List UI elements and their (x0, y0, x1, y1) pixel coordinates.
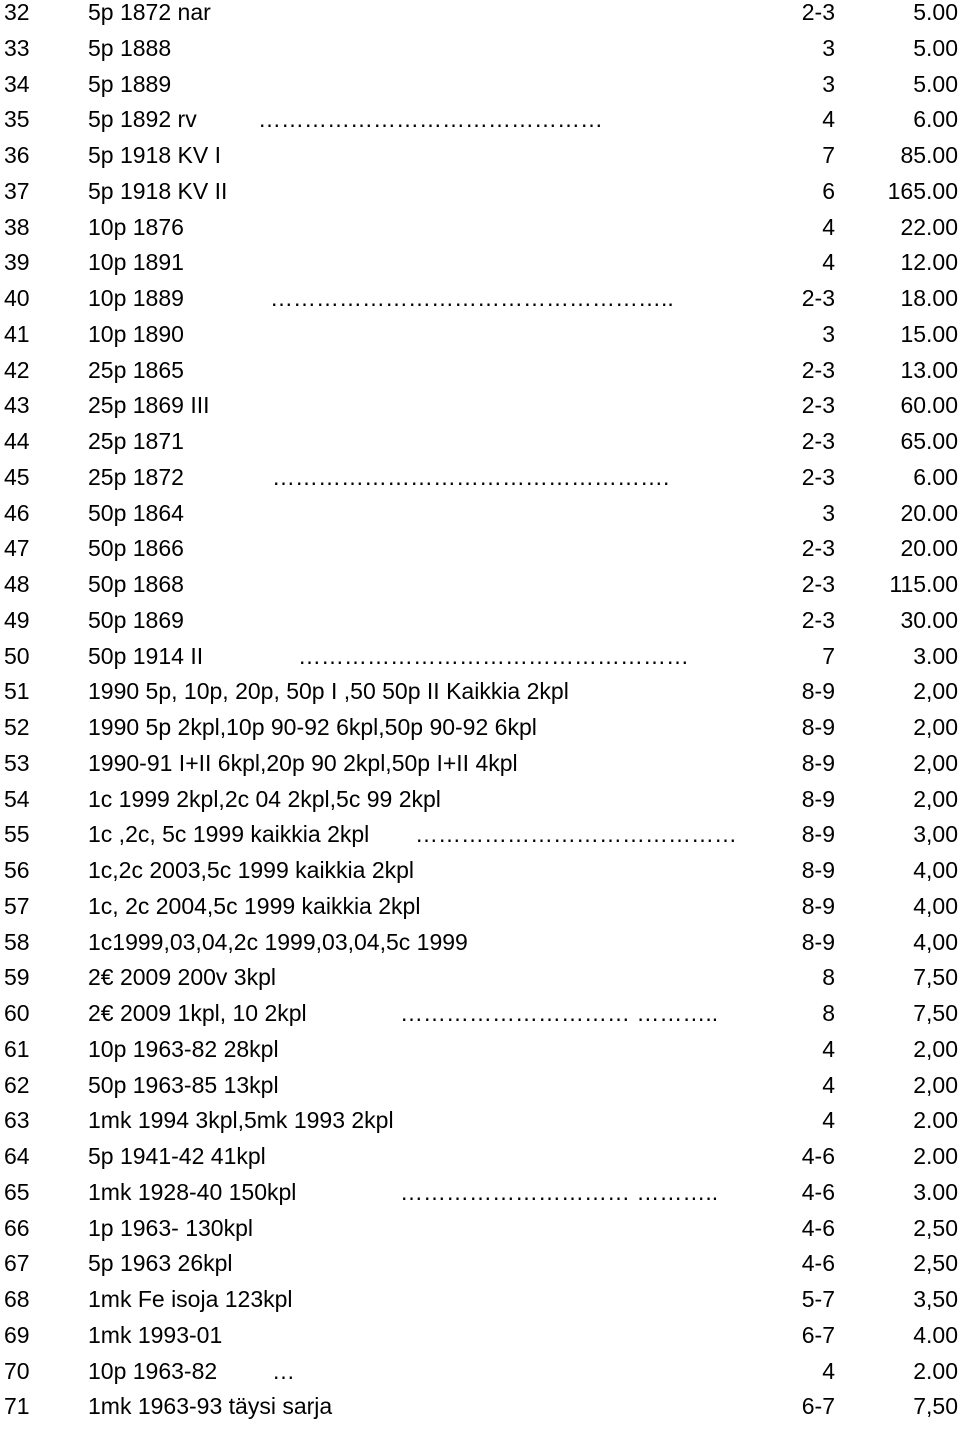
item-number: 44 (4, 428, 30, 454)
list-row (0, 965, 960, 1001)
item-price: 2,00 (913, 1035, 958, 1062)
item-description: 25p 1865 (88, 356, 184, 383)
dot-leader: ……………………………………………. (272, 463, 670, 490)
item-description: 10p 1963-82 (88, 1357, 218, 1384)
list-row (0, 715, 960, 751)
item-number: 51 (4, 678, 30, 705)
item-price: 4,00 (913, 892, 958, 919)
list-row (0, 1037, 960, 1073)
item-number: 36 (4, 142, 30, 168)
item-description: 5p 1918 KV II (88, 177, 228, 204)
item-price: 4,00 (913, 857, 958, 883)
item-description: 1mk 1928-40 150kpl (88, 1178, 297, 1205)
list-row (0, 0, 960, 36)
list-row (0, 179, 960, 215)
item-price: 4.00 (913, 1321, 958, 1348)
list-row (0, 572, 960, 608)
item-number: 50 (4, 642, 30, 669)
item-price: 3.00 (913, 642, 958, 669)
item-number: 32 (4, 0, 30, 25)
item-grade: 3 (822, 499, 835, 526)
list-row (0, 1001, 960, 1037)
item-price: 165.00 (887, 177, 958, 204)
list-row (0, 644, 960, 680)
item-price: 5.00 (913, 34, 958, 61)
list-row (0, 1287, 960, 1323)
item-price: 7,50 (913, 1393, 958, 1420)
item-description: 10p 1889 (88, 285, 184, 311)
item-description: 5p 1918 KV I (88, 142, 221, 168)
item-price: 65.00 (900, 428, 958, 454)
item-number: 35 (4, 106, 30, 133)
item-description: 5p 1941-42 41kpl (88, 1143, 266, 1169)
item-description: 10p 1890 (88, 320, 184, 347)
item-number: 38 (4, 213, 30, 240)
list-row (0, 1394, 960, 1430)
item-price: 4,00 (913, 928, 958, 955)
item-number: 34 (4, 70, 30, 97)
item-price: 2.00 (913, 1107, 958, 1134)
item-price: 6.00 (913, 106, 958, 133)
item-price: 85.00 (900, 142, 958, 168)
item-description: 1990-91 I+II 6kpl,20p 90 2kpl,50p I+II 4kpl (88, 749, 518, 776)
item-grade: 4 (822, 1035, 835, 1062)
list-row (0, 393, 960, 429)
dot-leader: …………………………………………….. (270, 285, 674, 311)
item-number: 71 (4, 1393, 30, 1420)
item-grade: 4-6 (801, 1178, 835, 1205)
list-row (0, 501, 960, 537)
item-price: 60.00 (900, 392, 958, 419)
item-price: 3,00 (913, 821, 958, 848)
list-row (0, 1108, 960, 1144)
item-price: 6.00 (913, 463, 958, 490)
item-price: 2,50 (913, 1214, 958, 1241)
item-description: 25p 1871 (88, 428, 184, 454)
item-number: 59 (4, 964, 30, 991)
item-description: 50p 1866 (88, 535, 184, 562)
item-number: 69 (4, 1321, 30, 1348)
item-number: 60 (4, 1000, 30, 1026)
item-price: 2,00 (913, 1071, 958, 1098)
item-grade: 2-3 (801, 463, 835, 490)
item-number: 65 (4, 1178, 30, 1205)
item-grade: 2-3 (801, 535, 835, 562)
item-number: 45 (4, 463, 30, 490)
item-grade: 4-6 (801, 1143, 835, 1169)
item-grade: 4 (822, 1357, 835, 1384)
item-description: 50p 1864 (88, 499, 184, 526)
item-description: 50p 1868 (88, 571, 184, 597)
item-number: 66 (4, 1214, 30, 1241)
item-grade: 8-9 (801, 714, 835, 740)
item-price: 12.00 (900, 249, 958, 276)
list-row (0, 143, 960, 179)
item-grade: 3 (822, 70, 835, 97)
item-description: 1990 5p 2kpl,10p 90-92 6kpl,50p 90-92 6kpl (88, 714, 537, 740)
item-price: 2,00 (913, 714, 958, 740)
item-description: 25p 1869 III (88, 392, 210, 419)
list-row (0, 1180, 960, 1216)
item-description: 1mk 1993-01 (88, 1321, 223, 1348)
item-number: 39 (4, 249, 30, 276)
list-row (0, 107, 960, 143)
item-price: 22.00 (900, 213, 958, 240)
item-price: 2,00 (913, 678, 958, 705)
list-row (0, 215, 960, 251)
item-grade: 4 (822, 106, 835, 133)
list-row (0, 751, 960, 787)
item-price: 5.00 (913, 70, 958, 97)
item-number: 33 (4, 34, 30, 61)
item-number: 55 (4, 821, 30, 848)
item-grade: 8-9 (801, 928, 835, 955)
dot-leader: … (272, 1357, 295, 1384)
item-number: 40 (4, 285, 30, 311)
item-description: 1c, 2c 2004,5c 1999 kaikkia 2kpl (88, 892, 421, 919)
item-description: 10p 1963-82 28kpl (88, 1035, 279, 1062)
list-row (0, 72, 960, 108)
item-description: 1mk Fe isoja 123kpl (88, 1286, 293, 1312)
list-row (0, 822, 960, 858)
item-number: 49 (4, 606, 30, 633)
item-grade: 8-9 (801, 749, 835, 776)
list-row (0, 930, 960, 966)
list-row (0, 1144, 960, 1180)
list-row (0, 536, 960, 572)
item-grade: 8 (822, 964, 835, 991)
item-description: 1c,2c 2003,5c 1999 kaikkia 2kpl (88, 857, 415, 883)
item-number: 62 (4, 1071, 30, 1098)
item-grade: 2-3 (801, 392, 835, 419)
list-row (0, 894, 960, 930)
item-number: 41 (4, 320, 30, 347)
item-grade: 2-3 (801, 0, 835, 25)
item-grade: 6-7 (801, 1321, 835, 1348)
item-number: 54 (4, 785, 30, 812)
item-grade: 5-7 (801, 1286, 835, 1312)
item-grade: 4 (822, 1071, 835, 1098)
item-description: 5p 1872 nar (88, 0, 211, 25)
item-price: 2.00 (913, 1143, 958, 1169)
dot-leader: ………………………… ……….. (400, 1178, 719, 1205)
item-grade: 8-9 (801, 821, 835, 848)
item-description: 1990 5p, 10p, 20p, 50p I ,50 50p II Kaikkia 2kpl (88, 678, 569, 705)
item-grade: 4 (822, 249, 835, 276)
item-grade: 4 (822, 1107, 835, 1134)
item-description: 2€ 2009 1kpl, 10 2kpl (88, 1000, 307, 1026)
item-grade: 8 (822, 1000, 835, 1026)
item-description: 25p 1872 (88, 463, 184, 490)
item-grade: 8-9 (801, 857, 835, 883)
item-grade: 6-7 (801, 1393, 835, 1420)
item-number: 52 (4, 714, 30, 740)
item-price: 2,50 (913, 1250, 958, 1277)
item-description: 5p 1888 (88, 34, 172, 61)
item-number: 68 (4, 1286, 30, 1312)
item-price: 18.00 (900, 285, 958, 311)
item-description: 50p 1914 II (88, 642, 204, 669)
item-number: 48 (4, 571, 30, 597)
list-row (0, 1251, 960, 1287)
item-description: 5p 1892 rv (88, 106, 197, 133)
item-grade: 2-3 (801, 606, 835, 633)
item-number: 42 (4, 356, 30, 383)
item-grade: 4-6 (801, 1250, 835, 1277)
item-grade: 6 (822, 177, 835, 204)
dot-leader: …………………………………………… (298, 642, 689, 669)
item-grade: 7 (822, 142, 835, 168)
list-row (0, 429, 960, 465)
item-grade: 8-9 (801, 678, 835, 705)
dot-leader: ………………………… ……….. (400, 1000, 719, 1026)
list-row (0, 250, 960, 286)
item-grade: 4 (822, 213, 835, 240)
item-number: 70 (4, 1357, 30, 1384)
item-grade: 4-6 (801, 1214, 835, 1241)
item-number: 61 (4, 1035, 30, 1062)
item-description: 50p 1869 (88, 606, 184, 633)
item-grade: 2-3 (801, 356, 835, 383)
list-row (0, 1073, 960, 1109)
item-price: 13.00 (900, 356, 958, 383)
item-price: 2,00 (913, 785, 958, 812)
list-row (0, 36, 960, 72)
item-grade: 3 (822, 320, 835, 347)
list-row (0, 858, 960, 894)
item-description: 10p 1876 (88, 213, 184, 240)
item-price: 3.00 (913, 1178, 958, 1205)
item-grade: 2-3 (801, 285, 835, 311)
item-description: 50p 1963-85 13kpl (88, 1071, 279, 1098)
item-description: 2€ 2009 200v 3kpl (88, 964, 276, 991)
item-number: 47 (4, 535, 30, 562)
item-price: 7,50 (913, 1000, 958, 1026)
dot-leader: ……………………………………… (258, 106, 603, 133)
item-price: 7,50 (913, 964, 958, 991)
item-description: 1c ,2c, 5c 1999 kaikkia 2kpl (88, 821, 370, 848)
list-row (0, 358, 960, 394)
item-grade: 8-9 (801, 892, 835, 919)
item-price: 115.00 (889, 571, 958, 597)
item-grade: 3 (822, 34, 835, 61)
item-number: 53 (4, 749, 30, 776)
item-number: 67 (4, 1250, 30, 1277)
item-price: 15.00 (900, 320, 958, 347)
item-price: 5.00 (913, 0, 958, 25)
item-number: 56 (4, 857, 30, 883)
item-description: 10p 1891 (88, 249, 184, 276)
item-number: 63 (4, 1107, 30, 1134)
list-row (0, 322, 960, 358)
item-grade: 2-3 (801, 428, 835, 454)
item-description: 1c 1999 2kpl,2c 04 2kpl,5c 99 2kpl (88, 785, 441, 812)
list-row (0, 1323, 960, 1359)
item-price: 30.00 (900, 606, 958, 633)
item-description: 1mk 1963-93 täysi sarja (88, 1393, 333, 1420)
list-row (0, 1216, 960, 1252)
list-row (0, 286, 960, 322)
item-price: 3,50 (913, 1286, 958, 1312)
item-number: 43 (4, 392, 30, 419)
item-number: 46 (4, 499, 30, 526)
item-price: 2.00 (913, 1357, 958, 1384)
item-price: 20.00 (900, 535, 958, 562)
item-price: 2,00 (913, 749, 958, 776)
item-number: 37 (4, 177, 30, 204)
list-row (0, 608, 960, 644)
list-row (0, 787, 960, 823)
item-description: 1p 1963- 130kpl (88, 1214, 253, 1241)
item-description: 1mk 1994 3kpl,5mk 1993 2kpl (88, 1107, 394, 1134)
item-description: 1c1999,03,04,2c 1999,03,04,5c 1999 (88, 928, 468, 955)
list-row (0, 465, 960, 501)
item-description: 5p 1889 (88, 70, 172, 97)
list-row (0, 679, 960, 715)
item-number: 57 (4, 892, 30, 919)
item-grade: 2-3 (801, 571, 835, 597)
item-grade: 7 (822, 642, 835, 669)
dot-leader: …………………………………… (415, 821, 737, 848)
list-row (0, 1359, 960, 1395)
item-description: 5p 1963 26kpl (88, 1250, 233, 1277)
item-number: 64 (4, 1143, 30, 1169)
item-grade: 8-9 (801, 785, 835, 812)
item-price: 20.00 (900, 499, 958, 526)
item-number: 58 (4, 928, 30, 955)
